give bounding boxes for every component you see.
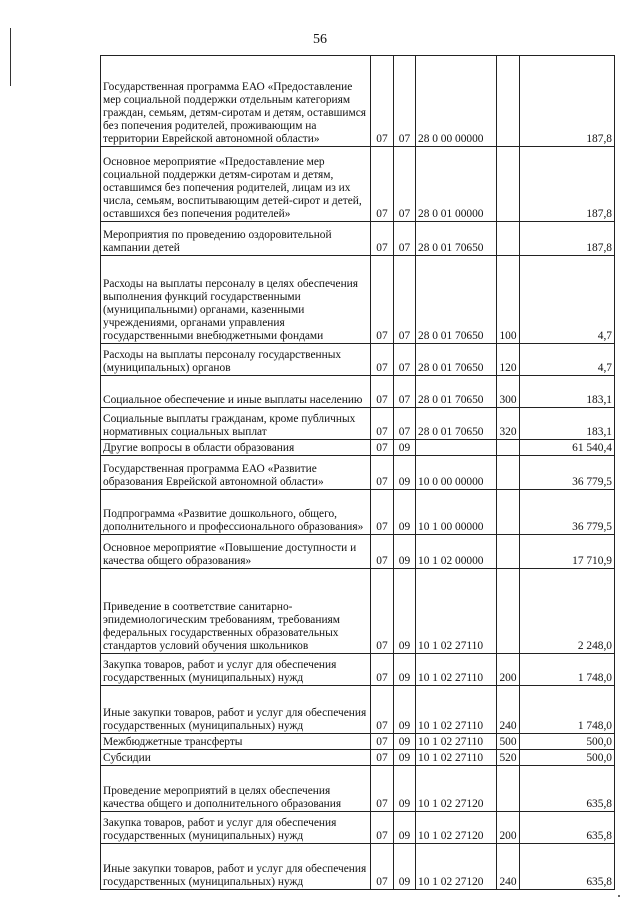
row-target-article: 10 1 00 00000: [416, 490, 497, 535]
page-number: 56: [313, 32, 327, 47]
row-amount: 1 748,0: [520, 654, 615, 686]
row-subsection: 09: [394, 686, 416, 734]
scan-speck: [618, 895, 620, 897]
row-expense-type: [497, 440, 520, 456]
row-subsection: 09: [394, 456, 416, 490]
row-expense-type: 240: [497, 844, 520, 890]
row-expense-type: 200: [497, 812, 520, 844]
row-name: Проведение мероприятий в целях обеспечения качества общего и дополнительного образования: [101, 766, 371, 812]
row-name: Приведение в соответствие санитарно-эпидемиологическим требованиям, требованиям федеральных государственных образовательных стандартов условий обучения школьников: [101, 569, 371, 654]
row-amount: 2 248,0: [520, 569, 615, 654]
row-subsection: 07: [394, 408, 416, 440]
row-section: 07: [371, 256, 394, 344]
row-name: Закупка товаров, работ и услуг для обеспечения государственных (муниципальных) нужд: [101, 654, 371, 686]
table-row: [101, 686, 615, 734]
row-target-article: 28 0 01 70650: [416, 376, 497, 408]
row-expense-type: [497, 569, 520, 654]
row-expense-type: [497, 456, 520, 490]
row-section: 07: [371, 569, 394, 654]
row-name: Расходы на выплаты персоналу в целях обеспечения выполнения функций государственными (муниципальными) органами, казенными учреждениями, органами управления государственными внебюджетными фондами: [101, 256, 371, 344]
row-name: Государственная программа ЕАО «Предоставление мер социальной поддержки отдельным категориям граждан, семьям, детям-сиротам и детям, оставшимся без попечения родителей, проживающим на территории Еврейской автономной области»: [101, 56, 371, 147]
row-section: 07: [371, 147, 394, 222]
row-section: 07: [371, 535, 394, 569]
row-name: Субсидии: [101, 750, 371, 766]
row-expense-type: 120: [497, 344, 520, 376]
row-amount: 187,8: [520, 222, 615, 256]
row-section: 07: [371, 686, 394, 734]
row-name: Иные закупки товаров, работ и услуг для обеспечения государственных (муниципальных) нужд: [101, 686, 371, 734]
row-amount: 500,0: [520, 734, 615, 750]
row-amount: 36 779,5: [520, 456, 615, 490]
row-amount: 183,1: [520, 408, 615, 440]
row-expense-type: [497, 766, 520, 812]
row-amount: 4,7: [520, 344, 615, 376]
row-subsection: 09: [394, 766, 416, 812]
row-section: 07: [371, 734, 394, 750]
table-row: [101, 147, 615, 222]
row-target-article: 10 1 02 27110: [416, 686, 497, 734]
row-amount: 61 540,4: [520, 440, 615, 456]
row-name: Социальные выплаты гражданам, кроме публичных нормативных социальных выплат: [101, 408, 371, 440]
row-section: 07: [371, 766, 394, 812]
row-amount: 4,7: [520, 256, 615, 344]
table-row: [101, 456, 615, 490]
table-row: [101, 535, 615, 569]
table-row: [101, 844, 615, 890]
table-row: [101, 734, 615, 750]
row-name: Межбюджетные трансферты: [101, 734, 371, 750]
row-amount: 187,8: [520, 56, 615, 147]
row-subsection: 09: [394, 654, 416, 686]
row-section: 07: [371, 376, 394, 408]
row-subsection: 07: [394, 344, 416, 376]
row-section: 07: [371, 408, 394, 440]
row-expense-type: 300: [497, 376, 520, 408]
row-amount: 635,8: [520, 766, 615, 812]
row-name: Иные закупки товаров, работ и услуг для обеспечения государственных (муниципальных) нужд: [101, 844, 371, 890]
row-expense-type: 240: [497, 686, 520, 734]
row-expense-type: 520: [497, 750, 520, 766]
row-subsection: 07: [394, 256, 416, 344]
row-subsection: 09: [394, 844, 416, 890]
row-name: Мероприятия по проведению оздоровительной кампании детей: [101, 222, 371, 256]
row-expense-type: [497, 490, 520, 535]
row-target-article: 10 1 02 27110: [416, 569, 497, 654]
row-amount: 500,0: [520, 750, 615, 766]
row-amount: 17 710,9: [520, 535, 615, 569]
table-row: [101, 344, 615, 376]
row-expense-type: 200: [497, 654, 520, 686]
row-target-article: 28 0 01 70650: [416, 408, 497, 440]
row-amount: 187,8: [520, 147, 615, 222]
row-target-article: 28 0 00 00000: [416, 56, 497, 147]
row-subsection: 07: [394, 147, 416, 222]
row-subsection: 09: [394, 440, 416, 456]
table-row: [101, 654, 615, 686]
row-subsection: 09: [394, 535, 416, 569]
row-subsection: 09: [394, 750, 416, 766]
row-section: 07: [371, 750, 394, 766]
row-subsection: 07: [394, 222, 416, 256]
row-section: 07: [371, 344, 394, 376]
row-expense-type: [497, 222, 520, 256]
row-expense-type: [497, 147, 520, 222]
table-row: [101, 408, 615, 440]
row-amount: 635,8: [520, 812, 615, 844]
row-target-article: 10 0 00 00000: [416, 456, 497, 490]
row-amount: 1 748,0: [520, 686, 615, 734]
row-amount: 36 779,5: [520, 490, 615, 535]
row-name: Закупка товаров, работ и услуг для обеспечения государственных (муниципальных) нужд: [101, 812, 371, 844]
row-section: 07: [371, 844, 394, 890]
row-target-article: 10 1 02 27110: [416, 750, 497, 766]
table-row: [101, 569, 615, 654]
row-subsection: 09: [394, 490, 416, 535]
row-amount: 635,8: [520, 844, 615, 890]
row-section: 07: [371, 56, 394, 147]
table-row: [101, 56, 615, 147]
row-expense-type: 100: [497, 256, 520, 344]
table-row: [101, 440, 615, 456]
row-name: Основное мероприятие «Предоставление мер социальной поддержки детям-сиротам и детям, оставшимся без попечения родителей, лицам из их числа, семьям, воспитывающим детей-сирот и детей, оставшихся без попечения родителей»: [101, 147, 371, 222]
row-expense-type: 320: [497, 408, 520, 440]
row-subsection: 09: [394, 734, 416, 750]
row-name: Расходы на выплаты персоналу государственных (муниципальных) органов: [101, 344, 371, 376]
row-name: Подпрограмма «Развитие дошкольного, общего, дополнительного и профессионального образования»: [101, 490, 371, 535]
row-section: 07: [371, 222, 394, 256]
row-target-article: 10 1 02 00000: [416, 535, 497, 569]
row-section: 07: [371, 456, 394, 490]
row-target-article: 10 1 02 27120: [416, 766, 497, 812]
row-target-article: 28 0 01 70650: [416, 344, 497, 376]
table-row: [101, 766, 615, 812]
table-row: [101, 750, 615, 766]
row-subsection: 09: [394, 569, 416, 654]
budget-table: [100, 55, 615, 890]
row-section: 07: [371, 654, 394, 686]
table-row: [101, 812, 615, 844]
row-amount: 183,1: [520, 376, 615, 408]
row-name: Социальное обеспечение и иные выплаты населению: [101, 376, 371, 408]
row-name: Другие вопросы в области образования: [101, 440, 371, 456]
row-expense-type: [497, 535, 520, 569]
table-row: [101, 490, 615, 535]
row-section: 07: [371, 490, 394, 535]
row-target-article: 28 0 01 70650: [416, 222, 497, 256]
row-expense-type: 500: [497, 734, 520, 750]
row-target-article: 28 0 01 70650: [416, 256, 497, 344]
row-subsection: 09: [394, 812, 416, 844]
row-target-article: 10 1 02 27120: [416, 812, 497, 844]
row-expense-type: [497, 56, 520, 147]
row-section: 07: [371, 440, 394, 456]
row-target-article: 10 1 02 27110: [416, 734, 497, 750]
table-row: [101, 256, 615, 344]
row-section: 07: [371, 812, 394, 844]
row-name: Государственная программа ЕАО «Развитие образования Еврейской автономной области»: [101, 456, 371, 490]
row-subsection: 07: [394, 376, 416, 408]
row-name: Основное мероприятие «Повышение доступности и качества общего образования»: [101, 535, 371, 569]
row-target-article: [416, 440, 497, 456]
table-row: [101, 376, 615, 408]
row-subsection: 07: [394, 56, 416, 147]
row-target-article: 10 1 02 27110: [416, 654, 497, 686]
row-target-article: 10 1 02 27120: [416, 844, 497, 890]
table-row: [101, 222, 615, 256]
row-target-article: 28 0 01 00000: [416, 147, 497, 222]
